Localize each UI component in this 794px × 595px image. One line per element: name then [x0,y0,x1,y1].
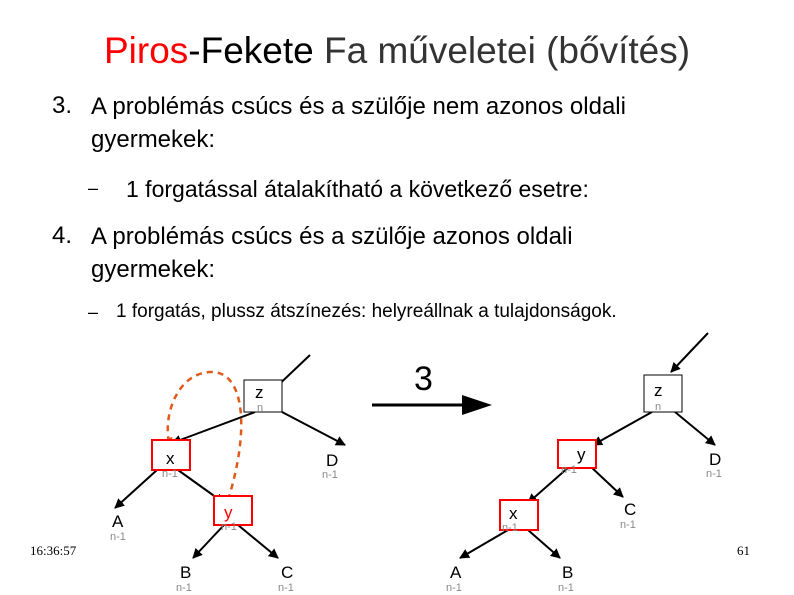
left-B-label: B [180,563,192,582]
left-A-height: n-1 [110,531,126,543]
edge-left-z-x [172,412,255,443]
item-3-line1: A problémás csúcs és a szülője nem azonos oldali [91,93,626,120]
transition-arrow-label: 3 [414,360,433,398]
right-y-height: n-1 [561,464,577,476]
item-4-number: 4. [52,222,73,249]
edge-right-parent-z [671,333,708,372]
item-4-line1: A problémás csúcs és a szülője azonos oldali [91,223,573,250]
item-4-dash: – [88,302,99,322]
left-D-label: D [326,451,339,470]
right-y-label: y [577,445,586,464]
left-C-label: C [281,563,294,582]
right-x-height: n-1 [502,522,518,534]
item-4-line2: gyermekek: [91,256,216,283]
right-A-label: A [450,563,462,582]
item-3-line2: gyermekek: [91,126,216,153]
left-x-label: x [166,449,175,468]
left-y-height: n-1 [221,521,237,533]
right-D-height: n-1 [706,468,722,480]
edge-right-x-A [460,530,508,558]
edge-right-x-B [528,530,560,558]
right-C-height: n-1 [620,519,636,531]
left-z-label: z [255,383,264,402]
right-B-label: B [562,563,574,582]
right-z-height: n [655,401,662,413]
edge-left-z-D [282,412,345,445]
transition-arrow-head [462,395,492,415]
footer-page-number: 61 [737,543,750,558]
item-4-sub: 1 forgatás, plussz átszínezés: helyreállnak a tulajdonságok. [116,301,617,322]
rotation-dashed-arrow [168,372,242,500]
edge-left-y-C [238,525,278,558]
left-A-label: A [112,512,124,531]
edge-right-y-C [590,466,623,497]
right-A-height: n-1 [446,582,462,594]
item-3-number: 3. [52,92,73,119]
edge-left-y-B [193,525,224,558]
left-x-height: n-1 [162,468,178,480]
right-z-label: z [654,381,663,400]
title-rest: Fa műveletei (bővítés) [313,30,691,71]
edge-right-z-D [675,412,715,445]
footer-time: 16:36:57 [30,543,77,558]
right-C-label: C [624,500,637,519]
right-B-height: n-1 [558,582,574,594]
left-D-height: n-1 [322,469,338,481]
item-3-dash: – [88,178,99,198]
item-3-sub: 1 forgatással átalakítható a következő esetre: [126,176,589,202]
left-y-label: y [224,503,233,522]
edge-left-x-A [115,470,157,508]
left-B-height: n-1 [176,582,192,594]
right-node-z [644,375,682,412]
left-z-height: n [257,402,264,414]
right-x-label: x [509,504,518,523]
title-black-part: -Fekete [188,30,314,71]
right-D-label: D [709,450,722,469]
title-red-part: Piros [103,30,189,71]
edge-right-z-y [593,412,652,445]
left-C-height: n-1 [278,582,294,594]
